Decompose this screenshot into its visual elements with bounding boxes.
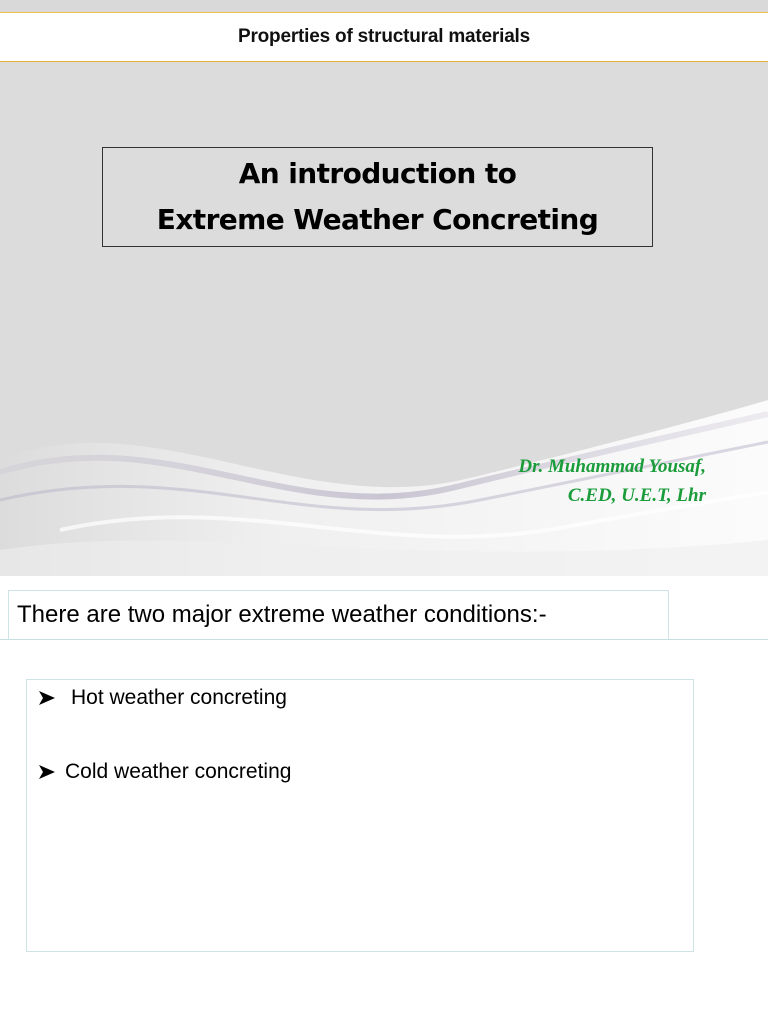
author-name: Dr. Muhammad Yousaf, <box>518 456 706 477</box>
header-top-band <box>0 0 768 12</box>
content-slide <box>0 576 768 1024</box>
intro-box <box>8 590 669 639</box>
arrow-bullet-icon <box>37 762 57 782</box>
list-item-label: Cold weather concreting <box>65 760 292 783</box>
list-item-cold <box>37 760 291 784</box>
slide-header <box>0 12 768 62</box>
conditions-list <box>26 679 694 952</box>
title-line-1: An introduction to <box>238 157 517 190</box>
list-item-label: Hot weather concreting <box>71 686 287 709</box>
intro-text: There are two major extreme weather conditions:- <box>17 601 547 628</box>
author-block <box>518 452 706 510</box>
list-item-hot <box>37 686 287 710</box>
header-title: Properties of structural materials <box>237 26 531 47</box>
title-line-2: Extreme Weather Concreting <box>156 203 599 236</box>
author-affiliation: C.ED, U.E.T, Lhr <box>567 485 706 506</box>
title-box <box>102 147 653 247</box>
arrow-bullet-icon <box>37 688 57 708</box>
